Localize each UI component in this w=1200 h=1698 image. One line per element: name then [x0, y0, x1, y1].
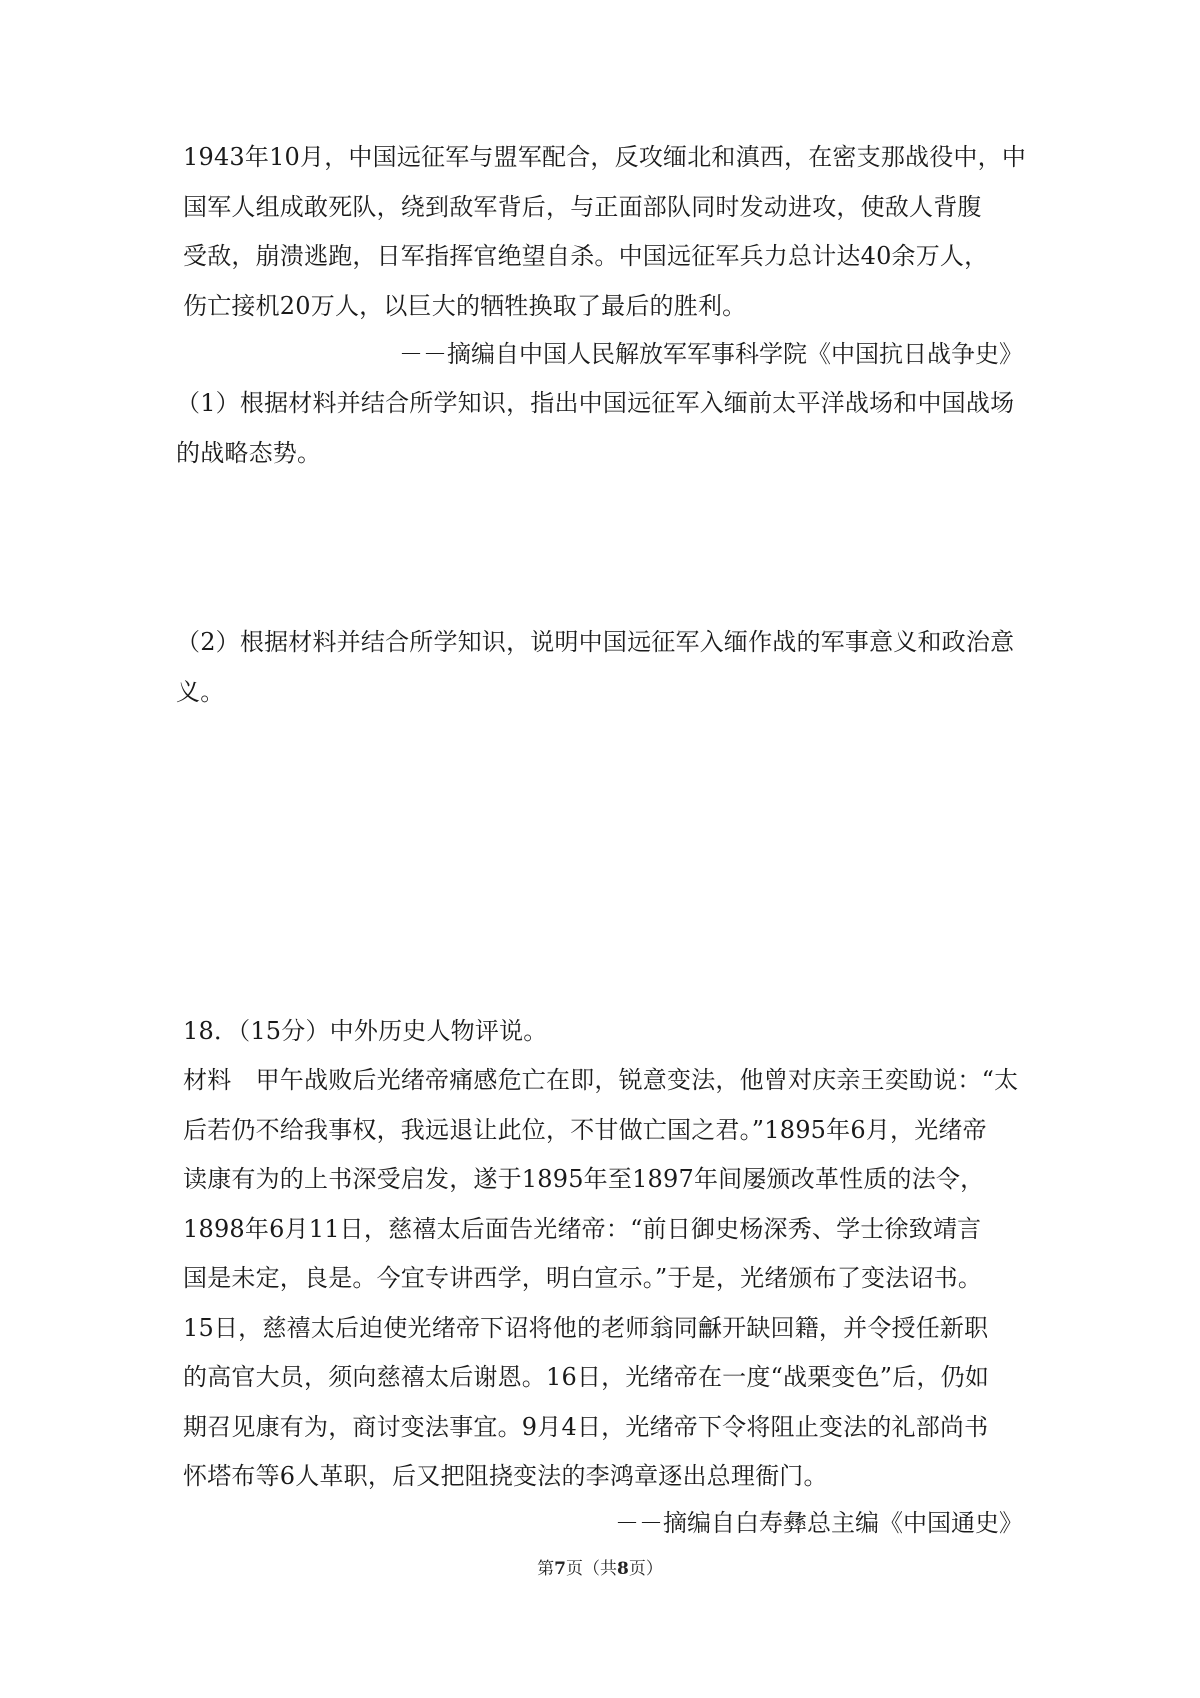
question-1-line: （1）根据材料并结合所学知识，指出中国远征军入缅前太平洋战场和中国战场 — [176, 389, 1015, 417]
material-2-line: 国是未定，良是。今宜专讲西学，明白宣示。”于是，光绪颁布了变法诏书。 — [183, 1264, 983, 1292]
material-1-paragraph — [183, 133, 1056, 331]
footer-suffix: 页） — [628, 1559, 663, 1579]
material-2-line: 读康有为的上书深受启发，遂于1895年至1897年间屡颁改革性质的法令， — [183, 1165, 985, 1193]
question-18-heading — [183, 1007, 1023, 1057]
question-2-line: （2）根据材料并结合所学知识，说明中国远征军入缅作战的军事意义和政治意 — [176, 628, 1015, 656]
question-18-title: 18．（15分）中外历史人物评说。 — [183, 1017, 548, 1045]
question-2-line: 义。 — [176, 677, 225, 706]
page-footer — [0, 1558, 1200, 1580]
footer-page-number: 7 — [554, 1559, 566, 1579]
material-2-line: 怀塔布等6人革职，后又把阻挠变法的李鸿章逐出总理衙门。 — [183, 1462, 828, 1490]
question-1-line: 的战略态势。 — [176, 438, 322, 467]
material-2-line: 1898年6月11日，慈禧太后面告光绪帝：“前日御史杨深秀、学士徐致靖言 — [183, 1214, 982, 1243]
material-1-line: 1943年10月，中国远征军与盟军配合，反攻缅北和滇西，在密支那战役中，中 — [183, 143, 1027, 171]
material-2-source: －－摘编自白寿彝总主编《中国通史》 — [615, 1509, 1023, 1537]
question-1 — [176, 379, 1056, 478]
material-2-line: 的高官大员，须向慈禧太后谢恩。16日，光绪帝在一度“战栗变色”后，仍如 — [183, 1363, 990, 1391]
material-2-line: 后若仍不给我事权，我远退让此位，不甘做亡国之君。”1895年6月，光绪帝 — [183, 1115, 987, 1144]
material-1-line: 受敌，崩溃逃跑，日军指挥官绝望自杀。中国远征军兵力总计达40余万人， — [183, 242, 989, 270]
material-2-line: 15日，慈禧太后迫使光绪帝下诏将他的老师翁同龢开缺回籍，并令授任新职 — [183, 1313, 989, 1342]
material-1-line: 国军人组成敢死队，绕到敌军背后，与正面部队同时发动进攻，使敌人背腹 — [183, 192, 982, 221]
material-1-line: 伤亡接机20万人，以巨大的牺牲换取了最后的胜利。 — [183, 291, 747, 320]
material-2-line: 材料 甲午战败后光绪帝痛感危亡在即，锐意变法，他曾对庆亲王奕劻说：“太 — [183, 1066, 1019, 1094]
question-18-material — [183, 1056, 1056, 1502]
material-1-source: －－摘编自中国人民解放军军事科学院《中国抗日战争史》 — [399, 340, 1023, 368]
footer-total-pages: 8 — [617, 1559, 629, 1579]
footer-prefix: 第 — [537, 1559, 555, 1579]
footer-middle: 页（共 — [566, 1559, 617, 1579]
material-2-line: 期召见康有为，商讨变法事宜。9月4日，光绪帝下令将阻止变法的礼部尚书 — [183, 1412, 989, 1441]
question-2 — [176, 618, 1056, 717]
